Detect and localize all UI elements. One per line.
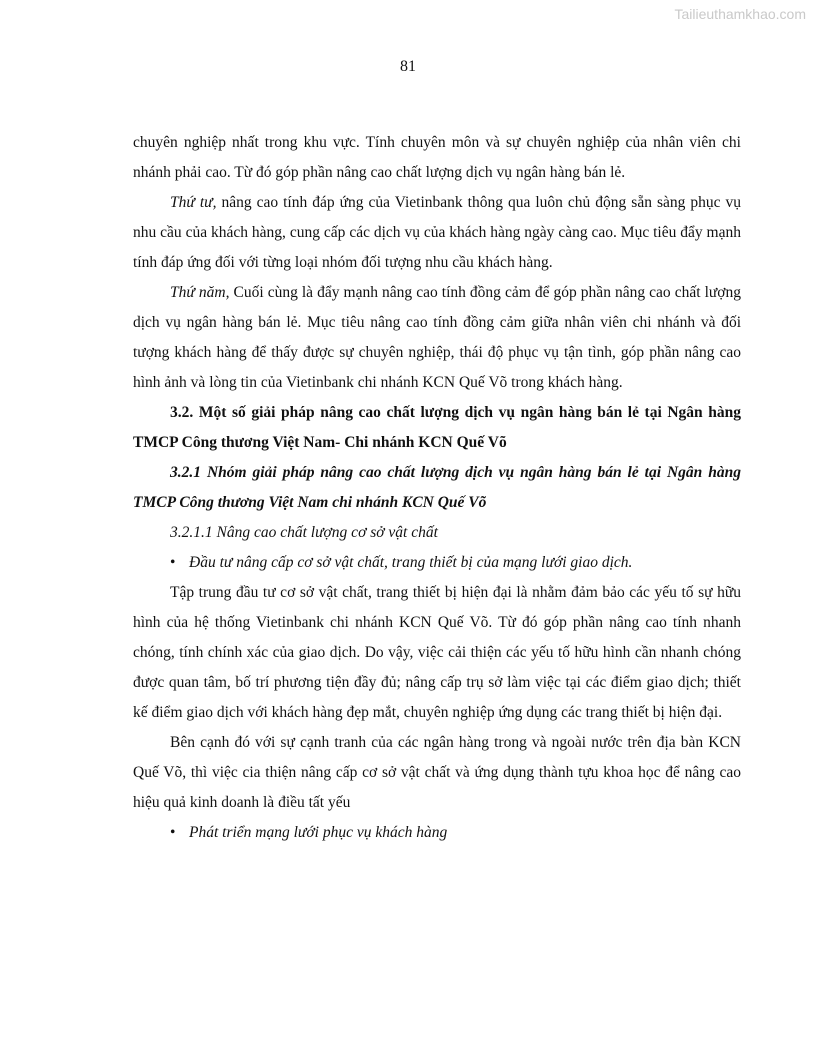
paragraph-lead-thu-nam: Thứ năm, xyxy=(170,284,230,301)
paragraph-text-thu-tu: nâng cao tính đáp ứng của Vietinbank thông qua luôn chủ động sẵn sàng phục vụ nhu cầu của khách hàng, cung cấp các dịch vụ của khách hàng ngày càng cao. Mục tiêu đẩy mạnh tính đáp ứng đối với từng loại nhóm đối tượng nhu cầu khách hàng. xyxy=(133,194,741,271)
paragraph-investment: Tập trung đầu tư cơ sở vật chất, trang thiết bị hiện đại là nhằm đảm bảo các yếu tố sự hữu hình của hệ thống Vietinbank chi nhánh KCN Quế Võ. Từ đó góp phần nâng cao tính nhanh chóng, tính chính xác của giao dịch. Do vậy, việc cải thiện các yếu tố hữu hình cần nhanh chóng được quan tâm, bố trí phương tiện đầy đủ; nâng cấp trụ sở làm việc tại các điểm giao dịch; thiết kế điểm giao dịch với khách hàng đẹp mắt, chuyên nghiệp ứng dụng các trang thiết bị hiện đại. xyxy=(133,584,741,721)
section-heading-3-2-1: 3.2.1 Nhóm giải pháp nâng cao chất lượng dịch vụ ngân hàng bán lẻ tại Ngân hàng TMCP Công thương Việt Nam chi nhánh KCN Quế Võ xyxy=(133,464,741,511)
paragraph-competition: Bên cạnh đó với sự cạnh tranh của các ngân hàng trong và ngoài nước trên địa bàn KCN Quế Võ, thì việc cia thiện nâng cấp cơ sở vật chất và ứng dụng thành tựu khoa học để nâng cao hiệu quả kinh doanh là điều tất yếu xyxy=(133,734,741,811)
bullet-text-1: Đầu tư nâng cấp cơ sở vật chất, trang thiết bị của mạng lưới giao dịch. xyxy=(189,554,633,571)
watermark: Tailieuthamkhao.com xyxy=(674,6,806,22)
paragraph-continuation: chuyên nghiệp nhất trong khu vực. Tính chuyên môn và sự chuyên nghiệp của nhân viên chi nhánh phải cao. Từ đó góp phần nâng cao chất lượng dịch vụ ngân hàng bán lẻ. xyxy=(133,134,741,181)
section-heading-3-2: 3.2. Một số giải pháp nâng cao chất lượng dịch vụ ngân hàng bán lẻ tại Ngân hàng TMCP Công thương Việt Nam- Chi nhánh KCN Quế Võ xyxy=(133,404,741,451)
page-number: 81 xyxy=(400,58,416,75)
bullet-item-2 xyxy=(133,818,741,848)
bullet-text-2: Phát triển mạng lưới phục vụ khách hàng xyxy=(189,824,448,841)
section-heading-3-2-1-1: 3.2.1.1 Nâng cao chất lượng cơ sở vật chất xyxy=(170,524,438,541)
bullet-icon: • xyxy=(170,824,176,841)
paragraph-lead-thu-tu: Thứ tư, xyxy=(170,194,217,211)
paragraph-thu-tu xyxy=(133,188,741,278)
bullet-item-1 xyxy=(133,548,741,578)
paragraph-thu-nam xyxy=(133,278,741,398)
document-body xyxy=(133,128,741,848)
paragraph-text-thu-nam: Cuối cùng là đẩy mạnh nâng cao tính đồng cảm để góp phần nâng cao chất lượng dịch vụ ngân hàng bán lẻ. Mục tiêu nâng cao tính đồng cảm giữa nhân viên chi nhánh và đối tượng khách hàng để thấy được sự chuyên nghiệp, thái độ phục vụ tận tình, góp phần nâng cao hình ảnh và lòng tin của Vietinbank chi nhánh KCN Quế Võ trong khách hàng. xyxy=(133,284,741,391)
bullet-icon: • xyxy=(170,554,176,571)
